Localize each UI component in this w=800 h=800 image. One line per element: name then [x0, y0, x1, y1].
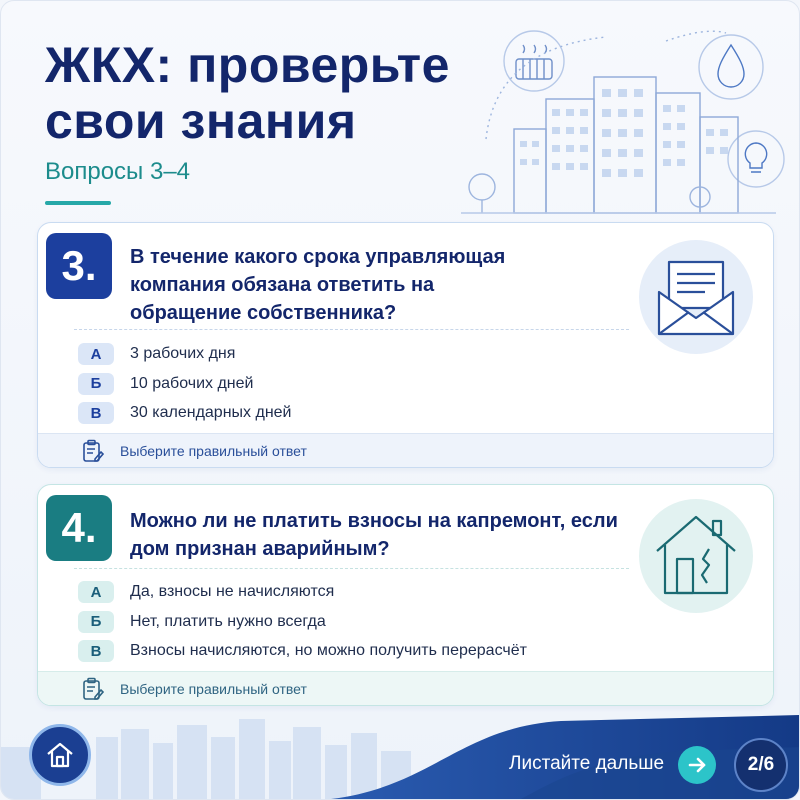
question-text: Можно ли не платить взносы на капремонт, если дом признан аварийным? — [130, 510, 618, 560]
question-card-4 — [37, 484, 774, 706]
buildings-illustration-icon — [456, 19, 786, 219]
answer-option-a[interactable] — [78, 343, 291, 365]
answer-letter: В — [78, 640, 114, 662]
arrow-right-icon — [686, 754, 708, 776]
answer-text: 3 рабочих дня — [130, 345, 236, 362]
page-title: ЖКХ: проверьте свои знания — [45, 37, 450, 149]
question-card-3 — [37, 222, 774, 468]
answer-letter: Б — [78, 373, 114, 395]
answer-hint: Выберите правильный ответ — [120, 442, 307, 459]
answer-list — [78, 581, 527, 670]
answer-text: 30 календарных дней — [130, 404, 292, 421]
divider — [74, 568, 629, 569]
cracked-house-icon — [639, 499, 753, 613]
answer-letter: В — [78, 402, 114, 424]
answer-option-c[interactable] — [78, 640, 527, 662]
question-text: В течение какого срока управляющая компания обязана ответить на обращение собственника? — [130, 246, 506, 324]
home-button[interactable] — [29, 724, 91, 786]
page-indicator: 2/6 — [734, 738, 788, 792]
next-label[interactable]: Листайте дальше — [509, 753, 665, 774]
home-icon — [43, 738, 77, 772]
answer-text: Да, взносы не начисляются — [130, 583, 335, 600]
clipboard-icon — [82, 439, 104, 463]
clipboard-icon — [82, 677, 104, 701]
answer-option-b[interactable] — [78, 373, 291, 395]
answer-option-c[interactable] — [78, 402, 291, 424]
city-skyline-background — [1, 707, 800, 799]
answer-letter: А — [78, 581, 114, 603]
answer-letter: А — [78, 343, 114, 365]
next-button[interactable] — [678, 746, 716, 784]
divider — [74, 329, 629, 330]
answer-letter: Б — [78, 611, 114, 633]
question-number: 3. — [46, 233, 112, 299]
envelope-icon — [639, 240, 753, 354]
answer-text: Нет, платить нужно всегда — [130, 612, 326, 630]
answer-option-b[interactable] — [78, 611, 527, 633]
answer-hint: Выберите правильный ответ — [120, 680, 307, 697]
answer-hint-bar — [38, 671, 773, 705]
subtitle-underline — [45, 201, 111, 205]
answer-text: 10 рабочих дней — [130, 374, 254, 392]
page-subtitle: Вопросы 3–4 — [45, 158, 191, 185]
answer-list — [78, 343, 291, 432]
answer-text: Взносы начисляются, но можно получить перерасчёт — [130, 642, 527, 659]
answer-option-a[interactable] — [78, 581, 527, 603]
question-number: 4. — [46, 495, 112, 561]
answer-hint-bar — [38, 433, 773, 467]
